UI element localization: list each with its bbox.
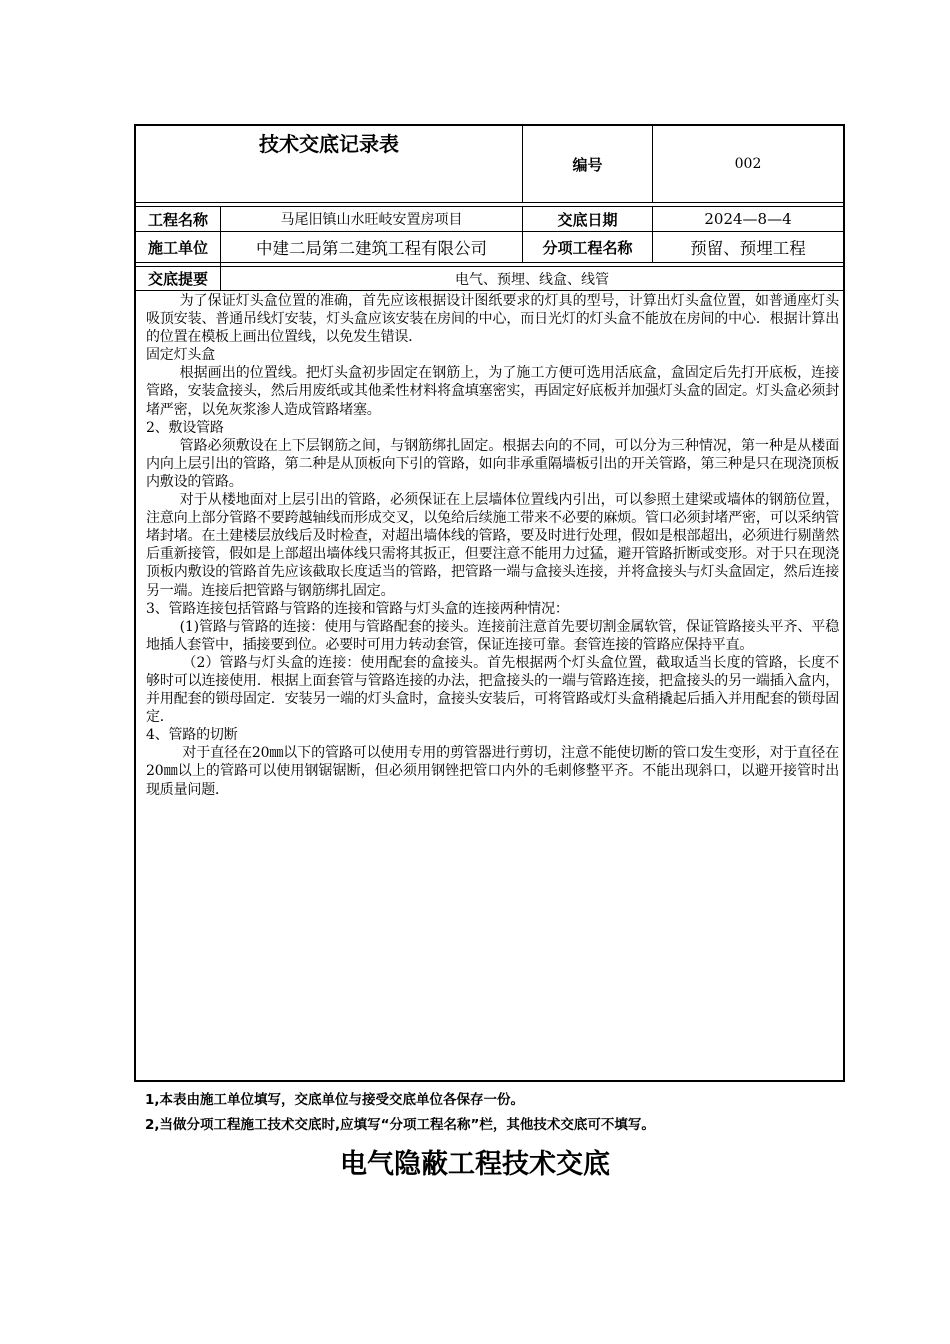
- footnote-2: 2,当做分项工程施工技术交底时,应填写“分项工程名称”栏，其他技术交底可不填写。: [145, 1117, 655, 1133]
- subitem-value: 预留、预埋工程: [690, 239, 806, 258]
- project-name-label: 工程名称: [147, 210, 208, 229]
- paragraph: 根据画出的位置线。把灯头盒初步固定在钢筋上，为了施工方便可选用活底盒，盒固定后先打开底板，连接管路，安装盒接头，然后用废纸或其他柔性材料将盒填塞密实，再固定好底板并加强灯头盒的固定。灯头盒必须封堵严密，以免灰浆渗人造成管路堵塞。: [146, 365, 839, 418]
- summary-label: 交底提要: [147, 270, 208, 288]
- date-value: 2024—8—4: [704, 210, 792, 228]
- section-heading: 2、敷设管路: [146, 419, 224, 436]
- footnote-1: 1,本表由施工单位填写，交底单位与接受交底单位各保存一份。: [145, 1092, 525, 1108]
- section-heading: 3、管路连接包括管路与管路的连接和管路与灯头盒的连接两种情况：: [146, 600, 569, 617]
- number-label: 编号: [572, 155, 603, 174]
- divider: [136, 262, 843, 263]
- form-title: 技术交底记录表: [259, 131, 399, 156]
- unit-label: 施工单位: [147, 238, 208, 257]
- unit-value: 中建二局第二建筑工程有限公司: [256, 239, 487, 258]
- paragraph: 管路必须敷设在上下层钢筋之间，与钢筋绑扎固定。根据去向的不同，可以分为三种情况，第一种是从楼面内向上层引出的管路，第二种是从顶板向下引的管路，如向非承重隔墙板引出的开关管路，第三种是只在现浇顶板内敷设的管路。: [146, 437, 839, 490]
- section-heading: 4、管路的切断: [146, 727, 238, 744]
- divider: [136, 202, 843, 203]
- paragraph: 对于从楼地面对上层引出的管路，必须保证在上层墙体位置线内引出，可以参照土建梁或墙体的钢筋位置，注意向上部分管路不要跨越轴线而形成交叉，以兔给后续施工带来不必要的麻烦。管口必须封堵严密，可以采纳管堵封堵。在土建楼层放线后及时检查，对超出墙体线的管路，要及时进行处理，假如是根部超出，必须进行剔凿然后重新接管，假如是上部超出墙体线只需将其扳正，但要注意不能用力过猛，避开管路折断或变形。对于只在现浇顶板内敷设的管路首先应该截取长度适当的管路，把管路一端与盒接头连接，并将盒接头与灯头盒固定，然后连接另一端。连接后把管路与钢筋绑扎固定。: [146, 492, 839, 599]
- paragraph: （2）管路与灯头盒的连接：使用配套的盒接头。首先根据两个灯头盒位置，截取适当长度的管路，长度不够时可以连接使用．根据上面套管与管路连接的办法，把盒接头的一端与管路连接，把盒接头的另一端插入盒内，并用配套的锁母固定．安装另一端的灯头盒时，盒接头安装后，可将管路或灯头盒稍撬起后插入并用配套的锁母固定．: [146, 654, 839, 726]
- paragraph: 为了保证灯头盒位置的准确，首先应该根据设计图纸要求的灯具的型号，计算出灯头盒位置，如普通座灯头吸顶安装、普通吊线灯安装，灯头盒应该安装在房间的中心，而日光灯的灯头盒不能放在房间的中心．根据计算出的位置在模板上画出位置线，以免发生错误．: [146, 293, 839, 346]
- disclosure-content: [146, 292, 839, 799]
- date-label: 交底日期: [557, 210, 618, 229]
- number-value: 002: [734, 156, 762, 172]
- paragraph: (1)管路与管路的连接：使用与管路配套的接头。连接前注意首先要切割金属软管，保证管路接头平齐、平稳地插人套管中，插接要到位。必要时可用力转动套管，保证连接可靠。套管连接的管路应保持平直。: [146, 618, 839, 653]
- subitem-label: 分项工程名称: [542, 238, 633, 257]
- section-heading: 固定灯头盒: [146, 347, 215, 364]
- tech-disclosure-form: [134, 124, 845, 1082]
- project-name-value: 马尾旧镇山水旺岐安置房项目: [280, 212, 463, 228]
- divider: [136, 290, 843, 291]
- paragraph: 对于直径在20㎜以下的管路可以使用专用的剪管器进行剪切，注意不能使切断的管口发生变形，对于直径在20㎜以上的管路可以使用钢锯锯断，但必须用钢锉把管口内外的毛刺修整平齐。不能出现斜口，以避开接管时出现质量问题．: [146, 745, 839, 798]
- section-title: 电气隐蔽工程技术交底: [340, 1149, 610, 1180]
- summary-value: 电气、预埋、线盒、线管: [455, 271, 609, 288]
